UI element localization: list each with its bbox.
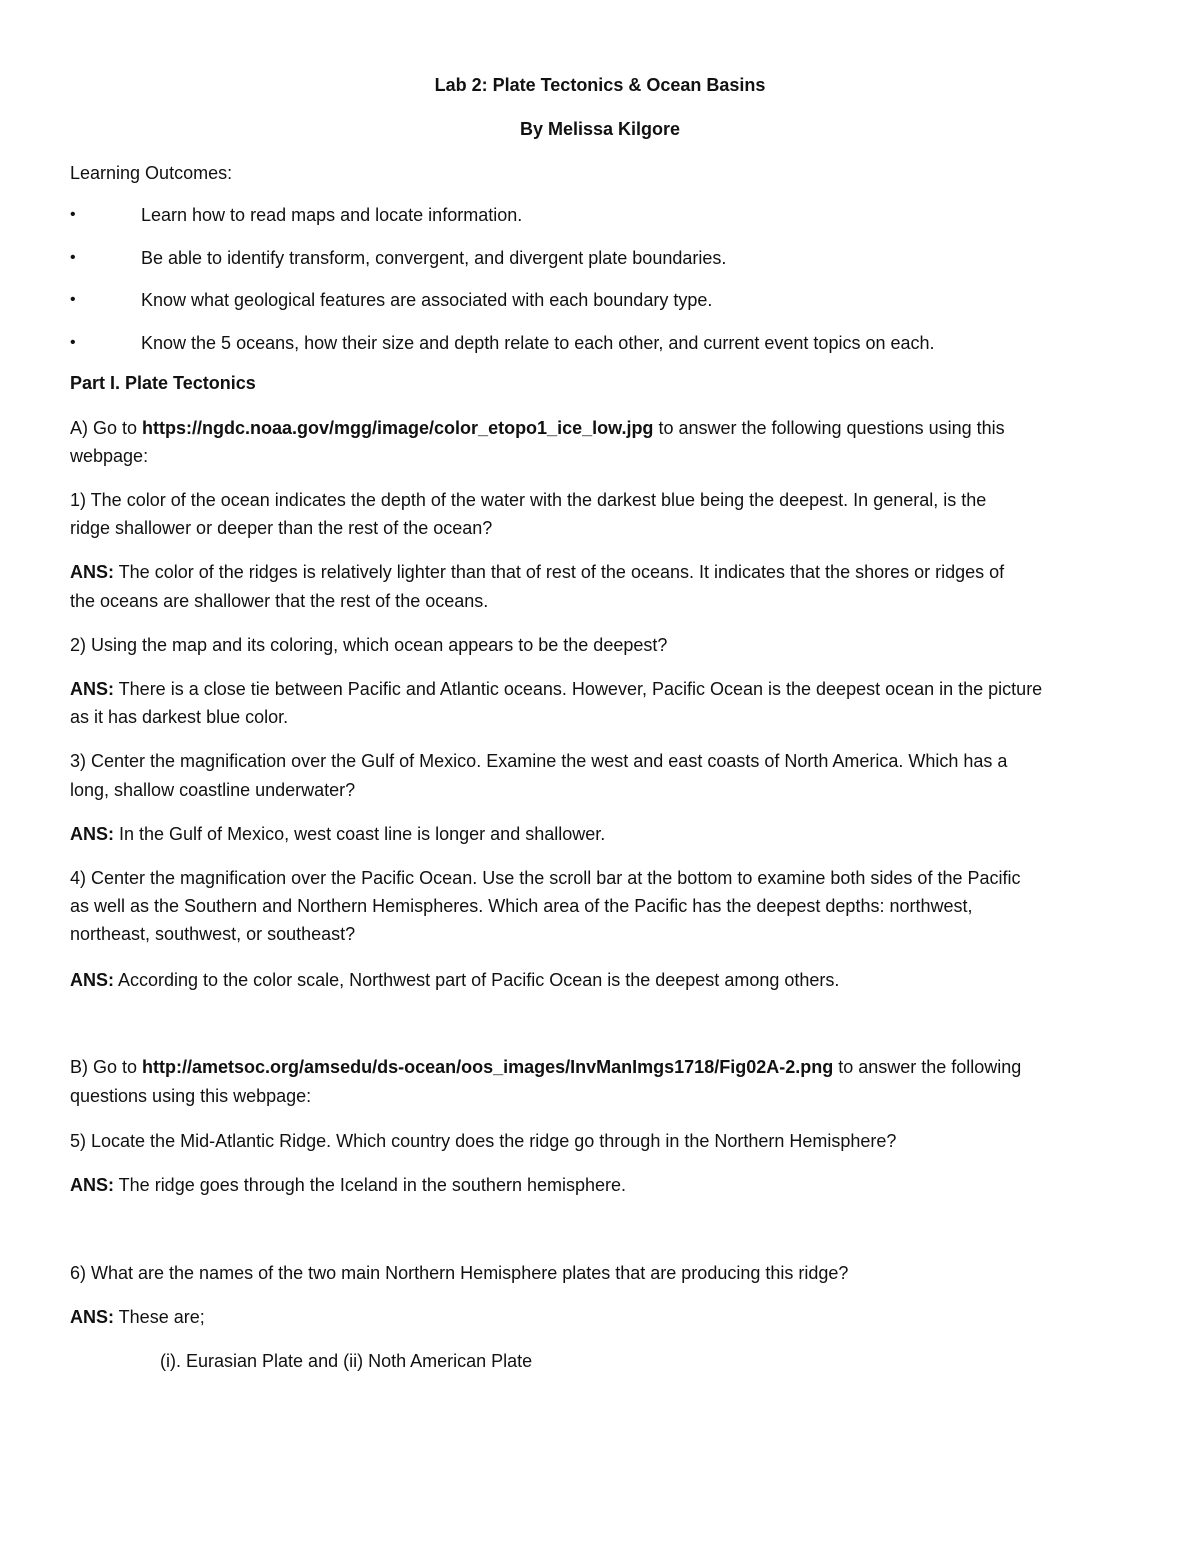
answer-label: ANS:: [70, 1175, 114, 1195]
answer-3: [70, 820, 605, 848]
answer-label: ANS:: [70, 1307, 114, 1327]
answer-3-text: In the Gulf of Mexico, west coast line is longer and shallower.: [114, 824, 606, 844]
section-a-suffix: to answer the following questions using this: [653, 418, 1005, 438]
answer-1: [70, 558, 1004, 586]
answer-6-text: These are;: [114, 1307, 205, 1327]
bullet-icon: •: [70, 249, 76, 266]
section-a-intro: [70, 414, 1005, 442]
answer-label: ANS:: [70, 679, 114, 699]
document-author: By Melissa Kilgore: [519, 119, 681, 139]
answer-2-text: There is a close tie between Pacific and Atlantic oceans. However, Pacific Ocean is the deepest ocean in the picture: [114, 679, 1043, 699]
bullet-icon: •: [70, 206, 76, 223]
learning-outcome-item: Know the 5 oceans, how their size and depth relate to each other, and current event topics on each.: [141, 333, 935, 353]
learning-outcome-item: Be able to identify transform, convergent, and divergent plate boundaries.: [141, 248, 727, 268]
section-b-intro: [70, 1053, 1021, 1081]
learning-outcome-item: Learn how to read maps and locate information.: [141, 205, 523, 225]
section-a-prefix: A) Go to: [70, 418, 143, 438]
answer-2: [70, 675, 1042, 703]
question-3-line2: long, shallow coastline underwater?: [70, 780, 356, 800]
part1-heading: Part I. Plate Tectonics: [70, 373, 256, 393]
plates-list: (i). Eurasian Plate and (ii) Noth American Plate: [160, 1351, 533, 1371]
section-b-url: http://ametsoc.org/amsedu/ds-ocean/oos_images/InvManImgs1718/Fig02A-2.png: [142, 1057, 834, 1077]
question-6: 6) What are the names of the two main Northern Hemisphere plates that are producing this ridge?: [70, 1263, 849, 1283]
learning-outcomes-heading: Learning Outcomes:: [70, 163, 233, 183]
answer-label: ANS:: [70, 562, 114, 582]
answer-1-text: The color of the ridges is relatively lighter than that of rest of the oceans. It indicates that the shores or ridges of: [114, 562, 1005, 582]
learning-outcome-item: Know what geological features are associated with each boundary type.: [141, 290, 713, 310]
section-b-intro-line2: questions using this webpage:: [70, 1086, 312, 1106]
section-b-prefix: B) Go to: [70, 1057, 143, 1077]
question-1-line2: ridge shallower or deeper than the rest of the ocean?: [70, 518, 493, 538]
question-5: 5) Locate the Mid-Atlantic Ridge. Which country does the ridge go through in the Northern Hemisphere?: [70, 1131, 897, 1151]
answer-6: [70, 1303, 205, 1331]
answer-5: [70, 1171, 626, 1199]
answer-5-text: The ridge goes through the Iceland in the southern hemisphere.: [114, 1175, 627, 1195]
question-4-line2: as well as the Southern and Northern Hemispheres. Which area of the Pacific has the deepest depths: northwest,: [70, 896, 973, 916]
answer-4-text: According to the color scale, Northwest part of Pacific Ocean is the deepest among others.: [114, 970, 840, 990]
question-4: 4) Center the magnification over the Pacific Ocean. Use the scroll bar at the bottom to examine both sides of the Pacific: [70, 868, 1021, 888]
answer-label: ANS:: [70, 824, 114, 844]
question-3: 3) Center the magnification over the Gulf of Mexico. Examine the west and east coasts of North America. Which has a: [70, 751, 1008, 771]
answer-4: [70, 966, 839, 994]
answer-label: ANS:: [70, 970, 114, 990]
section-a-url: https://ngdc.noaa.gov/mgg/image/color_etopo1_ice_low.jpg: [142, 418, 654, 438]
bullet-icon: •: [70, 291, 76, 308]
question-1: 1) The color of the ocean indicates the depth of the water with the darkest blue being the deepest. In general, is the: [70, 490, 987, 510]
section-b-suffix: to answer the following: [833, 1057, 1022, 1077]
question-4-line3: northeast, southwest, or southeast?: [70, 924, 356, 944]
document-title: Lab 2: Plate Tectonics & Ocean Basins: [434, 75, 766, 95]
question-2: 2) Using the map and its coloring, which ocean appears to be the deepest?: [70, 635, 668, 655]
answer-2-line2: as it has darkest blue color.: [70, 707, 289, 727]
section-a-intro-line2: webpage:: [70, 446, 149, 466]
bullet-icon: •: [70, 334, 76, 351]
answer-1-line2: the oceans are shallower that the rest of the oceans.: [70, 591, 489, 611]
